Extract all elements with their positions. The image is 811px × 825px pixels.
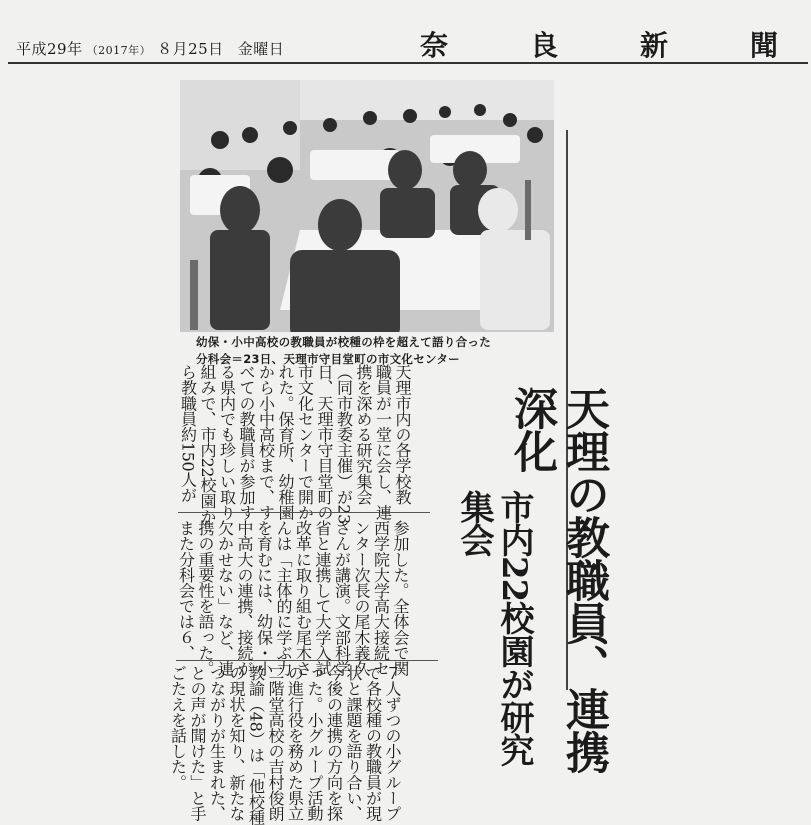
date-month-day: ８月25日 [157,40,224,58]
body-line: べての教職員が参加す [237,364,256,521]
body-line: 組みで、市内22校園か [198,364,217,524]
body-line: また分科会では６、 [176,520,196,661]
subheadline: 市内22校園が研究集会 [454,490,534,767]
caption-line: 幼保・小中高校の教職員が校種の枠を超えて語り合った [196,335,491,349]
column-separator [176,660,438,661]
headline: 天理の教職員、連携深化 [506,386,609,773]
body-line: れた。保育所、幼稚園 [276,364,295,521]
body-line: 状と課題を語り合い、 [344,665,363,822]
body-line: で各校種の教職員が現 [363,665,383,822]
body-line: の現状を知り、新たな [227,665,246,822]
body-line: つながりが生まれた、 [207,665,227,822]
newspaper-name-char: 良 [529,29,560,62]
newspaper-name-char: 新 [639,29,670,62]
body-line: ンター次長の尾木義久 [352,520,371,677]
article-body-block-3 [168,665,402,825]
body-line: を育むには、幼保・小 [254,520,274,677]
body-line: んは「主体的に学ぶ力 [274,520,293,677]
newspaper-name [420,28,780,60]
body-line: 携を深める研究集会 [354,364,373,505]
body-line: の進行役を務めた県立 [285,665,305,822]
body-line: さんが講演。文部科学 [332,520,352,677]
body-line: ７人ずつの小グループ [383,665,402,822]
photo-caption [196,334,556,368]
article-body-block-2 [176,520,410,677]
date-era-year: 平成29年 [16,40,83,58]
body-line: 参加した。全体会で関 [391,520,410,677]
body-line: 今後の連携の方向を探 [324,665,344,822]
body-line: との声が聞けた」と手 [188,665,207,822]
issue-date [16,38,284,59]
date-weekday: 金曜日 [237,40,285,58]
body-line: 携の重要性を語った。 [196,520,215,677]
body-line: から小中高校まで、す [256,364,276,521]
body-line: 改革に取り組む尾木さ [293,520,313,677]
body-line: 西学院大学高大接続セ [371,520,391,677]
body-line: 職員が一堂に会し、連 [373,364,393,521]
body-line: る県内でも珍しい取り [217,364,237,521]
body-line: 天理市内の各学校教 [393,364,412,505]
masthead [0,0,811,66]
article-photo [180,80,554,332]
photo-classroom-meeting-icon [180,80,554,332]
date-gregorian-year: （2017年） [86,44,152,57]
body-line: 中高大の連携、接続が [235,520,254,677]
column-separator [178,512,430,513]
masthead-rule [8,62,808,64]
body-line: （同市教委主催）が23 [334,364,354,524]
body-line: 欠かせない」など、連 [215,520,235,677]
body-line: った。小グループ活動 [305,665,324,822]
body-line: 教諭（48）は「他校種 [246,665,266,825]
newspaper-name-char: 聞 [749,29,780,62]
caption-line: 分科会＝23日、天理市守目堂町の市文化センター [196,352,460,366]
body-line: 日、天理市守目堂町の [315,364,334,521]
body-line: ら教職員約150人が [178,364,198,503]
body-line: 省と連携して大学入試 [313,520,332,677]
article-body-block-1 [178,364,412,524]
newspaper-name-char: 奈 [420,29,451,62]
body-line: 二階堂高校の吉村俊朗 [266,665,285,822]
body-line: ごたえを話した。 [168,665,188,790]
body-line: 市文化センターで開か [295,364,315,521]
